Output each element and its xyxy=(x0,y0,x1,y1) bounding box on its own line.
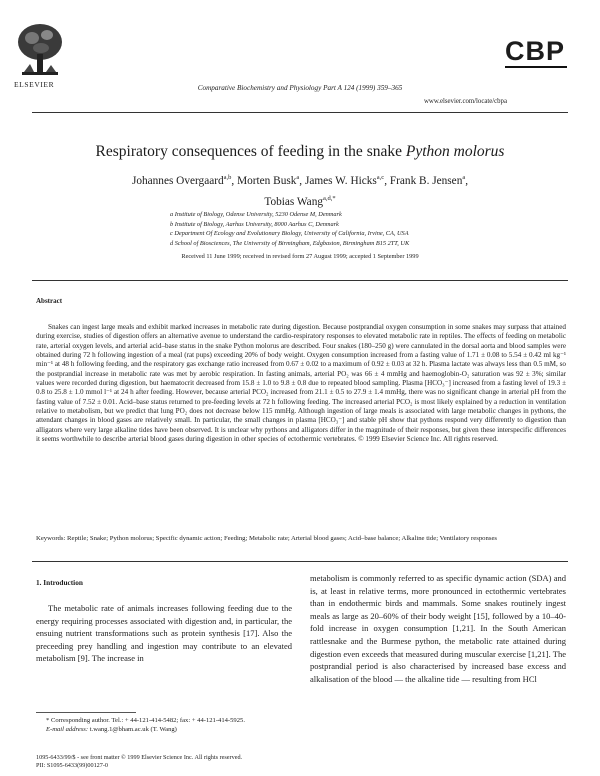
affiliations xyxy=(100,210,500,248)
received-dates: Received 11 June 1999; received in revised form 27 August 1999; accepted 1 September 1999 xyxy=(181,253,419,260)
title-text: Respiratory consequences of feeding in the snake xyxy=(95,143,406,160)
author: James W. Hicks xyxy=(304,174,377,187)
intro-right-column: metabolism is commonly referred to as specific dynamic action (SDA) and is, at least in relative terms, more pronounced in ectothermic vertebrates than in endothermic birds and mammals. Some snakes routinely ingest meals as large as 20–60% of their body weight [15], followed by a 10–40-fold increase in oxygen consumption [1,21]. In the South American rattlesnake and the Burmese python, the metabolic rate attained during digestion even exceeds that measured during muscular exercise [1,21]. The postprandial period is also characterised by increased base excess and alkalisation of the blood — the alkaline tide — resulting from HCl xyxy=(310,573,566,684)
intro-left-column: The metabolic rate of animals increases following feeding due to the energy requiring processes associated with digestion and, in particular, the ensuing nutrient transformations such as protein synthesis [17]. Also the preceeding prey handling and ingestion may contribute to an elevated metabolism [9]. The increase in xyxy=(36,603,292,664)
corresponding-author-note: * Corresponding author. Tel.: + 44-121-414-5482; fax: + 44-121-414-5925. xyxy=(46,717,245,724)
journal-citation: Comparative Biochemistry and Physiology Part A 124 (1999) 359–365 xyxy=(197,84,403,92)
affiliation: a Institute of Biology, Odense University, 5230 Odense M, Denmark xyxy=(170,211,342,218)
cbp-journal-logo: CBP xyxy=(505,36,566,66)
authors-line-1: Johannes Overgaard$^{a,b}$, Morten Busk$^a$, James W. Hicks$^{a,c}$, Frank B. Jensen$^a$, xyxy=(131,174,469,187)
abstract-heading: Abstract xyxy=(36,297,63,305)
section-heading: 1. Introduction xyxy=(36,578,83,587)
abstract-rule xyxy=(32,561,568,562)
author-affil-sup: a,c xyxy=(376,174,385,181)
author-affil-sup: a,b xyxy=(223,174,232,181)
footnote-rule xyxy=(36,712,136,713)
elsevier-tree-icon xyxy=(14,20,66,78)
cbp-logo-underline xyxy=(505,66,567,68)
publisher-name: ELSEVIER xyxy=(14,80,55,89)
email-note xyxy=(36,725,292,734)
author: Morten Busk xyxy=(237,174,297,187)
author: Frank B. Jensen xyxy=(389,174,463,187)
authors-line-2 xyxy=(60,190,540,211)
journal-website-link[interactable]: www.elsevier.com/locate/cbpa xyxy=(424,98,507,105)
keywords: Keywords: Reptile; Snake; Python molorus; Specific dynamic action; Feeding; Metabolic rate; Arterial blood gases; Acid–base balance; Alkaline tide; Ventilatory responses xyxy=(36,535,498,542)
email-label: E-mail address: xyxy=(46,726,89,733)
pii-line: PII: S1095-6433(99)00127-0 xyxy=(36,762,109,770)
email-link[interactable]: t.wang.1@bham.ac.uk (T. Wang) xyxy=(89,726,177,733)
elsevier-tree-logo xyxy=(14,20,66,78)
author-affil-sup: a xyxy=(296,174,300,181)
abstract-text: Snakes can ingest large meals and exhibit marked increases in metabolic rate during digestion. Because postprandial oxygen consumption in some snakes may surpass that attained during exercise, studies of digestion offers an alternative avenue to understand the cardio-respiratory responses to elevated metabolic rate in reptiles. The effects of feeding on metabolic rate, arterial oxygen levels, and arterial acid–base status in the snake Python molorus are described. Four snakes (180–250 g) were cannulated in the dorsal aorta and blood samples were obtained during 72 h following ingestion of a meal (rat pups) exceeding 20% of body weight. Oxygen consumption increased from a fasting value of 1.71 ± 0.08 to 5.54 ± 0.42 ml kg⁻¹ min⁻¹ at 48 h following feeding, and the respiratory gas exchange ratio increased from 0.67 ± 0.02 to a maximum of 0.92 ± 0.03 at 32 h. Plasma lactate was always less than 0.5 mM, so the postprandial increase in metabolic rate was met by aerobic respiration. In fasting animals, arterial PO₂ was 66 ± 4 mmHg and haemoglobin-O₂ saturation was 92 ± 3%; similar values were recorded during digestion, but haematocrit decreased from 15.8 ± 1.0 to 9.8 ± 0.8 due to repeated blood sampling. Plasma [HCO₃⁻] increased from a fasting level of 19.3 ± 0.8 to 25.8 ± 1.0 mmol l⁻¹ at 24 h after feeding. However, because arterial PCO₂ increased from 21.1 ± 0.5 to 27.9 ± 1.4 mmHg, there was no significant change in arterial pH from the fasting value of 7.52 ± 0.01. Acid–base status returned to pre-feeding levels at 72 h following feeding. The increased arterial PCO₂ is most likely explained by a reduction in ventilation relative to metabolism, but we predict that lung PO₂ does not decrease below 115 mmHg. Although ingestion of large meals is associated with large metabolic changes in pythons, the attendant changes in blood gases are relatively small. In particular, the small changes in plasma [HCO₃⁻] and stable pH show that pythons respond very differently to digestion than alligators where very large alkaline tides have been observed. It is unclear why pythons and alligators differ in the magnitude of their responses, but given these interspecific differences it seems worthwhile to describe arterial blood gases during digestion in other species of ectothermic vertebrates. © 1999 Elsevier Science Inc. All rights reserved. xyxy=(36,323,566,444)
issn-line: 1095-6433/99/$ - see front matter © 1999 Elsevier Science Inc. All rights reserved. xyxy=(36,754,243,761)
title-species: Python molorus xyxy=(405,143,505,160)
author-affil-sup: a,d,* xyxy=(323,194,336,202)
copyright-footer xyxy=(36,754,242,770)
affiliation: c Department Of Ecology and Evolutionary Biology, University of California, Irvine, CA, USA xyxy=(170,230,409,238)
author-list xyxy=(60,169,540,211)
author: Johannes Overgaard xyxy=(131,174,224,187)
author-affil-sup: a xyxy=(462,174,466,181)
title-rule xyxy=(32,280,568,281)
header-rule xyxy=(32,112,568,113)
footnote xyxy=(36,716,292,734)
author: Tobias Wang xyxy=(264,195,323,208)
affiliation: b Institute of Biology, Aarhus University, 8000 Aarhus C, Denmark xyxy=(170,220,339,228)
article-title xyxy=(0,143,600,161)
affiliation: d School of Biosciences, The University of Birmingham, Edgbaston, Birmingham B15 2TT, UK xyxy=(170,239,410,247)
